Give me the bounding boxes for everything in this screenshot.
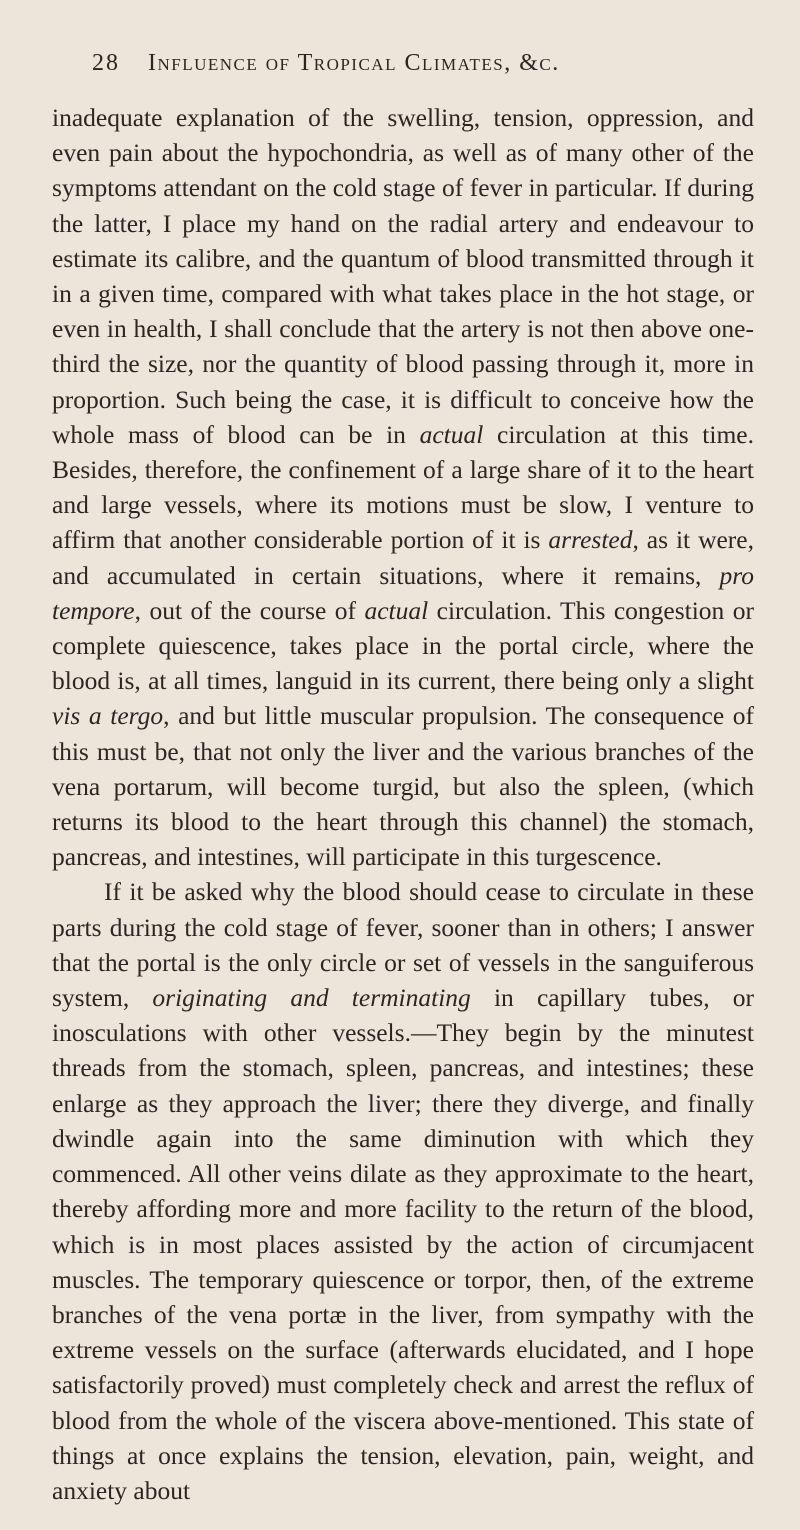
text-run: circulation at this time. Besides, therefore, the confinement of a large share of it to the heart and large vessels, where its motions must be slow, I venture to affirm that another considerable portion of it is	[52, 419, 755, 555]
text-run: inadequate explanation of the swelling, tension, oppression, and even pain about the hypochondria, as well as of many other of the symptoms attendant on the cold stage of fever in particular. If during the latter, I place my hand on the radial artery and endeavour to estimate its calibre, and the quantum of blood transmitted through it in a given time, compared with what takes place in the hot stage, or even in health, I shall conclude that the artery is not then above one-third the size, nor the quantity of blood passing through it, more in proportion. Such being the case, it is difficult to conceive how the whole mass of blood can be in	[52, 103, 754, 449]
page-number: 28	[92, 50, 120, 76]
paragraph-1	[52, 100, 754, 874]
text-run: , as it were, and accumulated in certain situations, where it remains,	[52, 525, 754, 590]
italic-phrase: pro tempore	[52, 560, 754, 625]
italic-phrase: originating and terminating	[152, 983, 471, 1013]
text-run: , and but little muscular propulsion. The consequence of this must be, that not only the liver and the various branches of the vena portarum, will become turgid, but also the spleen, (which returns its blood to the heart through this channel) the stomach, pancreas, and intestines, will participate in this turgescence.	[52, 701, 754, 872]
text-run: in capillary tubes, or inosculations with other vessels.—They begin by the minutest threads from the stomach, spleen, pancreas, and intestines; these enlarge as they approach the liver; there they diverge, and finally dwindle again into the same diminution with which they commenced. All other veins dilate as they approximate to the heart, thereby affording more and more facility to the return of the blood, which is in most places assisted by the action of circumjacent muscles. The temporary quiescence or torpor, then, of the extreme branches of the vena portæ in the liver, from sympathy with the extreme vessels on the surface (afterwards elucidated, and I hope satisfactorily proved) must completely check and arrest the reflux of blood from the whole of the viscera above-mentioned. This state of things at once explains the tension, elevation, pain, weight, and anxiety about	[52, 983, 754, 1505]
italic-phrase: vis a tergo	[52, 701, 164, 731]
paragraph-2	[52, 874, 754, 1508]
italic-phrase: arrested	[548, 525, 633, 555]
italic-phrase: actual	[364, 595, 429, 625]
text-run: circulation. This congestion or complete quiescence, takes place in the portal circle, where the blood is, at all times, languid in its current, there being only a slight	[52, 595, 754, 696]
text-run: If it be asked why the blood should cease to circulate in these parts during the cold stage of fever, sooner than in others; I answer that the portal is the only circle or set of vessels in the sanguiferous system,	[52, 877, 754, 1013]
running-title: Influence of Tropical Climates, &c.	[148, 50, 560, 76]
running-head	[52, 50, 754, 90]
body-text	[52, 100, 754, 1508]
text-run: , out of the course of	[134, 595, 365, 625]
italic-phrase: actual	[419, 419, 484, 449]
